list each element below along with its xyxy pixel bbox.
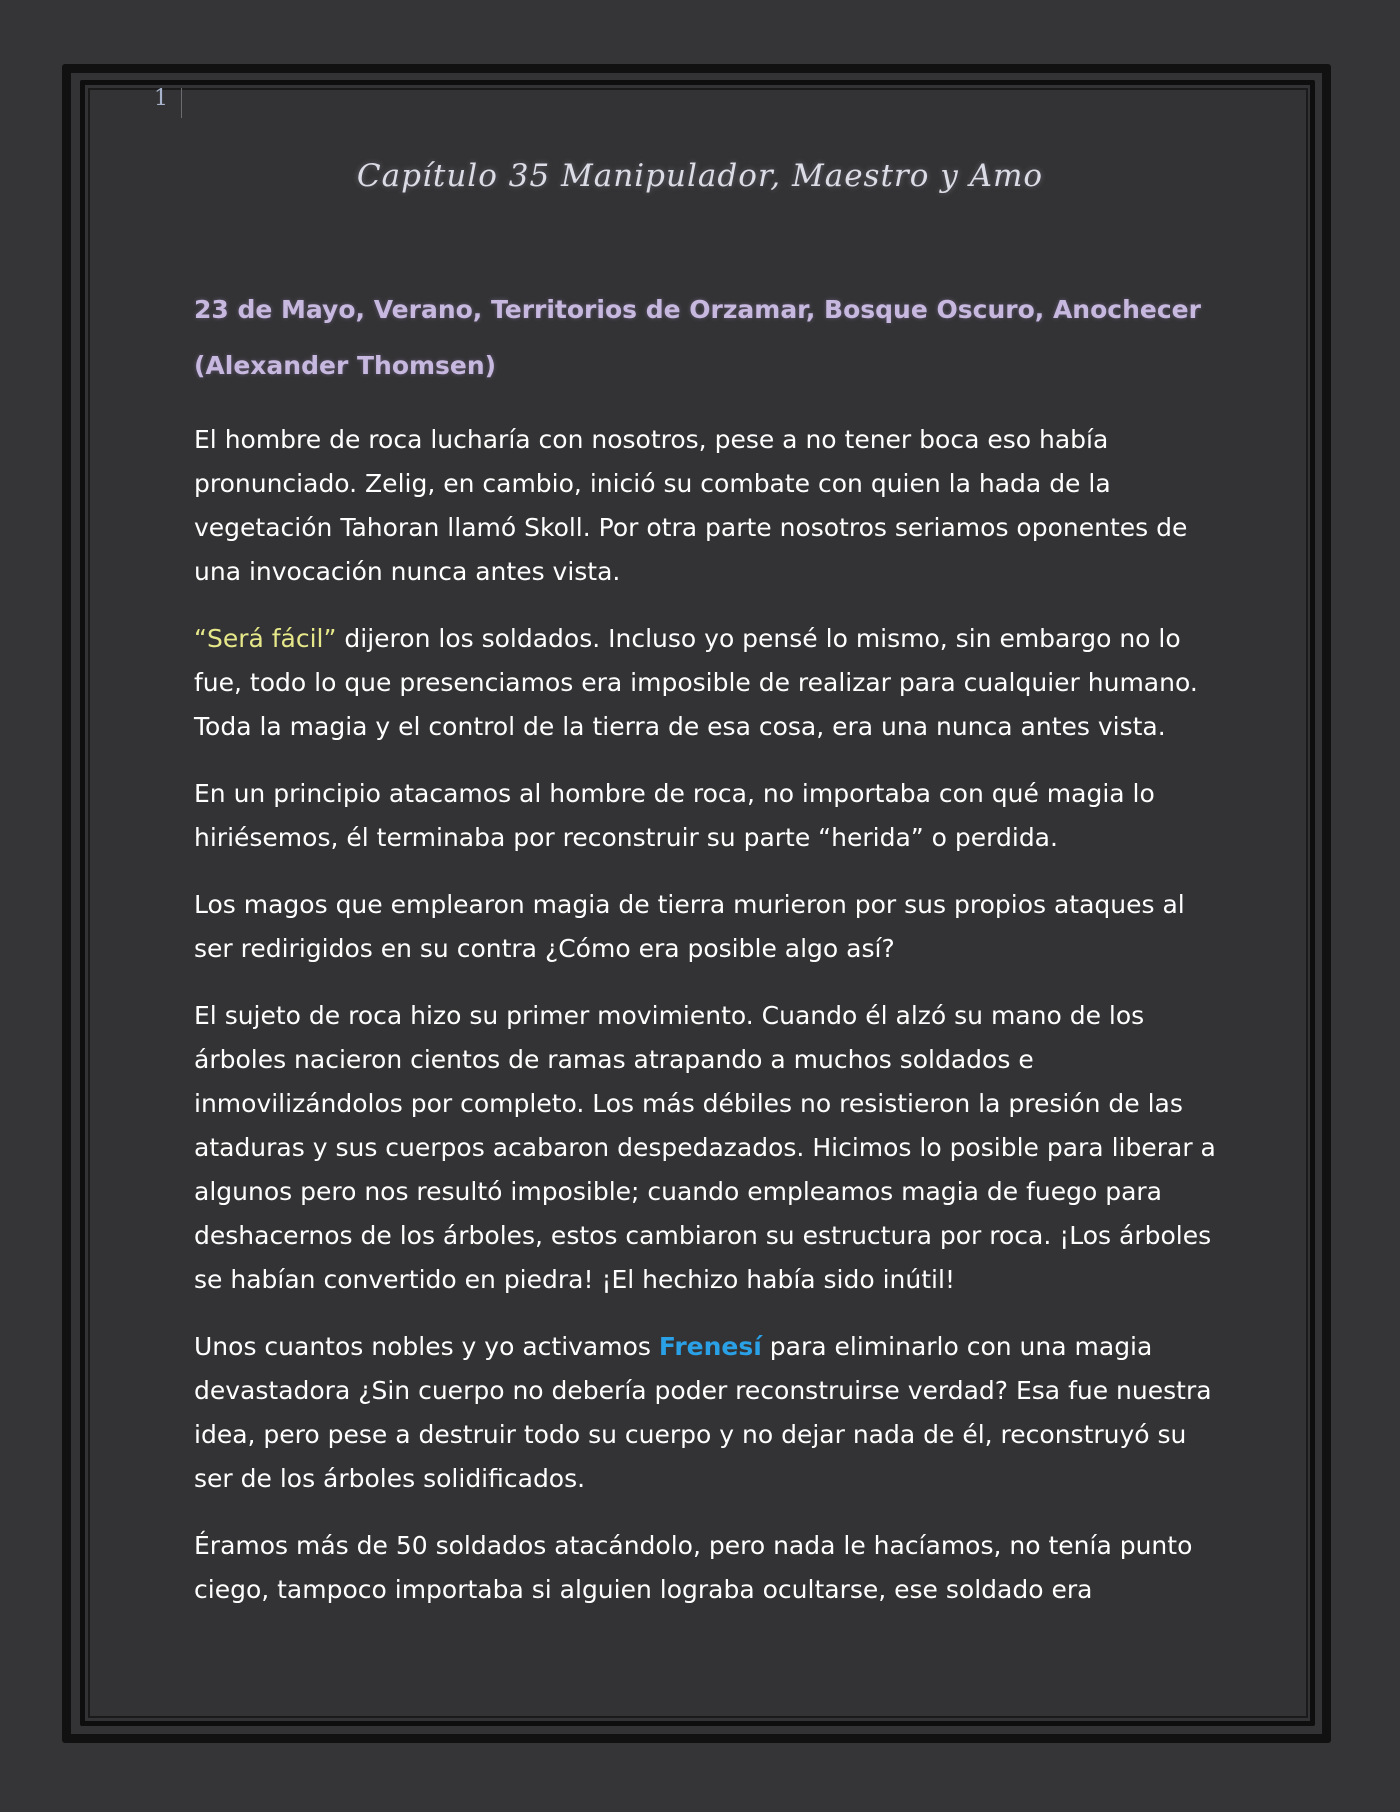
- paragraph-3: En un principio atacamos al hombre de roca, no importaba con qué magia lo hiriésemos, él terminaba por reconstruir su parte “herida” o perdida.: [194, 779, 1155, 852]
- chapter-title: Capítulo 35 Manipulador, Maestro y Amo: [356, 158, 1044, 194]
- paragraph-5: El sujeto de roca hizo su primer movimiento. Cuando él alzó su mano de los árboles nacieron cientos de ramas atrapando a muchos soldados e inmovilizándolos por completo. Los más débiles no resistieron la presión de las ataduras y sus cuerpos acabaron despedazados. Hicimos lo posible para liberar a algunos pero nos resultó imposible; cuando empleamos magia de fuego para deshacernos de los árboles, estos cambiaron su estructura por roca. ¡Los árboles se habían convertido en piedra! ¡El hechizo había sido inútil!: [194, 1001, 1216, 1294]
- paragraph-2-text: dijeron los soldados. Incluso yo pensé lo mismo, sin embargo no lo fue, todo lo que presenciamos era imposible de realizar para cualquier humano. Toda la magia y el control de la tierra de esa cosa, era una nunca antes vista.: [194, 624, 1198, 741]
- paragraph-6: [194, 1325, 1224, 1501]
- scene-heading: [194, 282, 1214, 394]
- page-number: 1: [154, 86, 168, 111]
- paragraph-2: [194, 617, 1224, 749]
- paragraph-7: Éramos más de 50 soldados atacándolo, pero nada le hacíamos, no tenía punto ciego, tampoco importaba si alguien lograba ocultarse, ese soldado era: [194, 1531, 1193, 1604]
- paragraph-1: El hombre de roca lucharía con nosotros, pese a no tener boca eso había pronunciado. Zelig, en cambio, inició su combate con quien la hada de la vegetación Tahoran llamó Skoll. Por otra parte nosotros seriamos oponentes de una invocación nunca antes vista.: [194, 425, 1188, 586]
- text-cursor: [181, 88, 182, 118]
- dialogue-quote: “Será fácil”: [194, 624, 337, 653]
- paragraph-6-start: Unos cuantos nobles y yo activamos: [194, 1332, 659, 1361]
- paragraph-6-text: para eliminarlo con una magia devastadora ¿Sin cuerpo no debería poder reconstruirse verdad? Esa fue nuestra idea, pero pese a destruir todo su cuerpo y no dejar nada de él, reconstruyó su ser de los árboles solidificados.: [194, 1332, 1212, 1493]
- scene-heading-narrator: (Alexander Thomsen): [194, 351, 497, 380]
- chapter-body: [194, 418, 1224, 1635]
- skill-name: Frenesí: [658, 1332, 762, 1361]
- scene-heading-date-location: 23 de Mayo, Verano, Territorios de Orzamar, Bosque Oscuro, Anochecer: [194, 295, 1201, 324]
- paragraph-4: Los magos que emplearon magia de tierra murieron por sus propios ataques al ser redirigidos en su contra ¿Cómo era posible algo así?: [194, 890, 1185, 963]
